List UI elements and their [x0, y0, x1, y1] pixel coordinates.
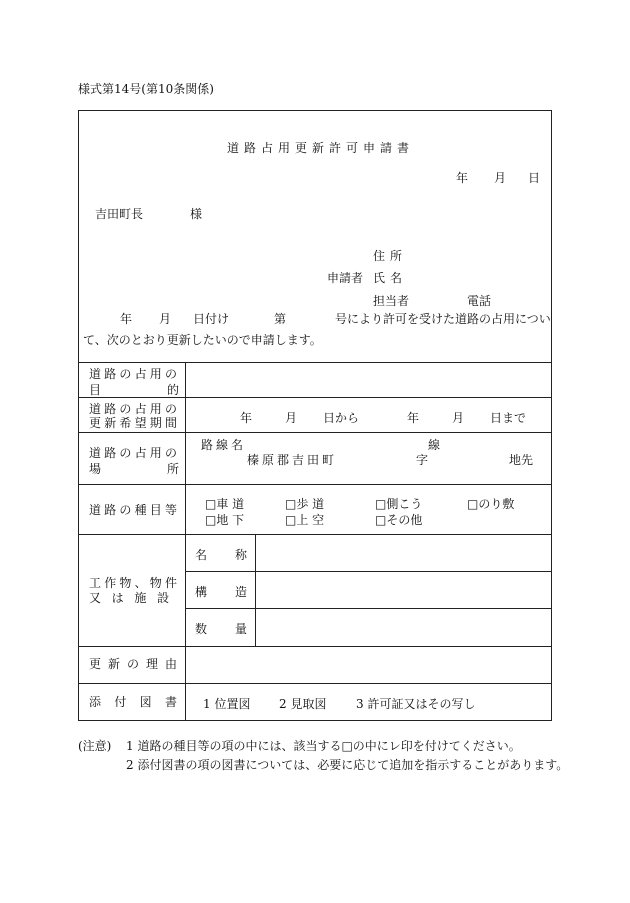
reason-label: 更新の理由 [89, 657, 179, 671]
row-divider [79, 646, 551, 647]
row-divider [185, 608, 551, 609]
period-year1: 年 [240, 411, 253, 425]
place-chisaki: 地先 [509, 453, 534, 467]
structure-label-line1: 工作物、物件 [89, 576, 179, 590]
attachment-sketch: 2 見取図 [279, 697, 327, 711]
type-checkbox-roadway[interactable]: □車 道 [205, 497, 245, 511]
structure-label-line2: 又は施設 [89, 591, 171, 605]
row-divider [79, 432, 551, 433]
intro-line2: て、次のとおり更新したいので申請します。 [83, 333, 322, 347]
type-checkbox-overhead[interactable]: □上 空 [285, 513, 325, 527]
place-route-label: 路線名 [201, 438, 247, 452]
form-title: 道路占用更新許可申請書 [227, 141, 415, 155]
type-checkbox-sidewalk[interactable]: □歩 道 [285, 497, 325, 511]
purpose-label-line1: 道路の占用の [89, 367, 179, 381]
type-checkbox-other[interactable]: □その他 [375, 513, 423, 527]
structure-item-quantity: 数量 [195, 622, 247, 636]
attach-label: 添付図書 [89, 695, 179, 709]
place-label-ba: 場 [89, 462, 102, 476]
period-month1: 月 [285, 411, 298, 425]
addressee-name: 吉田町長 [95, 207, 144, 221]
period-to: 日まで [490, 411, 527, 425]
person-label: 担当者 [373, 294, 410, 308]
intro-dai: 第 [274, 312, 287, 326]
period-label-line2: 更新希望期間 [89, 416, 179, 430]
address-label: 住所 [373, 249, 408, 263]
type-checkbox-slope[interactable]: □のり敷 [467, 497, 515, 511]
structure-item-structure: 構造 [195, 585, 247, 599]
intro-date-suffix: 日付け [193, 312, 230, 326]
type-label: 道路の種目等 [89, 503, 179, 517]
purpose-label-me: 目 [89, 383, 102, 397]
intro-month: 月 [159, 312, 172, 326]
type-checkbox-underground[interactable]: □地 下 [205, 513, 245, 527]
type-checkbox-gutter[interactable]: □側こう [375, 497, 423, 511]
place-aza: 字 [416, 453, 429, 467]
row-divider [79, 484, 551, 485]
row-divider [79, 397, 551, 398]
period-label-line1: 道路の占用の [89, 402, 179, 416]
form-box [78, 110, 552, 721]
form-number: 様式第14号(第10条関係) [78, 82, 214, 96]
structure-item-name: 名称 [195, 548, 247, 562]
date-month: 月 [494, 171, 507, 185]
row-divider [79, 362, 551, 363]
note-item-2: 2 添付図書の項の図書については、必要に応じて追加を指示することがあります。 [126, 758, 569, 772]
place-location: 榛原郡吉田町 [247, 453, 338, 467]
purpose-label-teki: 的 [167, 383, 180, 397]
place-sen: 線 [428, 438, 441, 452]
name-label: 氏名 [373, 271, 408, 285]
date-day: 日 [528, 171, 541, 185]
notes-prefix: (注意) [78, 739, 112, 753]
period-year2: 年 [407, 411, 420, 425]
applicant-label: 申請者 [327, 271, 364, 285]
intro-line1-rest: 号により許可を受けた道路の占用につい [335, 312, 551, 326]
row-divider [79, 534, 551, 535]
column-divider [185, 362, 186, 720]
row-divider [185, 571, 551, 572]
attachment-location-map: 1 位置図 [203, 697, 251, 711]
phone-label: 電話 [467, 294, 492, 308]
place-label-line1: 道路の占用の [89, 446, 179, 460]
period-month2: 月 [452, 411, 465, 425]
intro-year: 年 [120, 312, 133, 326]
addressee-honorific: 様 [190, 207, 203, 221]
period-from: 日から [323, 411, 360, 425]
column-divider [255, 534, 256, 646]
row-divider [79, 683, 551, 684]
place-label-sho: 所 [167, 462, 180, 476]
note-item-1: 1 道路の種目等の項の中には、該当する□の中にレ印を付けてください。 [126, 739, 521, 753]
attachment-permit: 3 許可証又はその写し [356, 697, 476, 711]
date-year: 年 [456, 171, 469, 185]
